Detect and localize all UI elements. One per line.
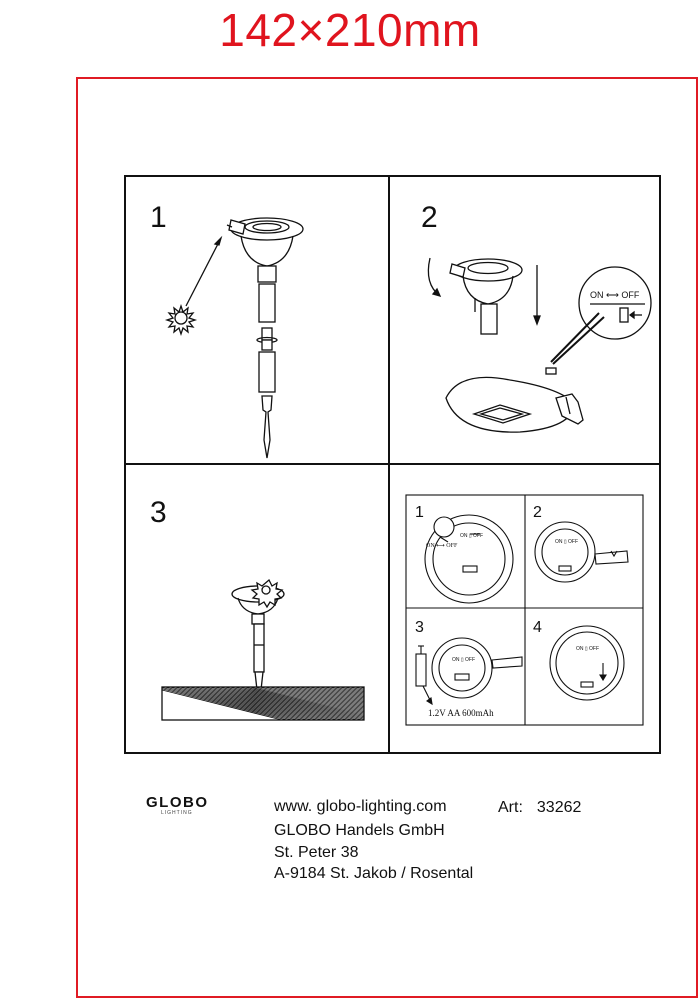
globo-logo-subtitle: LIGHTING [161, 810, 193, 816]
sub-step-4-number: 4 [533, 619, 542, 636]
sub-step-3-number: 3 [415, 619, 424, 636]
step-2-switch-callout-illustration [546, 267, 651, 374]
sub-2-illustration [535, 522, 628, 582]
sub-step-2-number: 2 [533, 504, 542, 521]
battery-instruction-panel [406, 495, 643, 725]
street-address: St. Peter 38 [274, 844, 359, 861]
step-1-solar-flower-illustration [167, 238, 221, 334]
article-number [498, 799, 581, 817]
step-2-number: 2 [421, 201, 438, 234]
sub-3-illustration [416, 638, 522, 704]
sub-4-illustration [550, 626, 624, 700]
mini-switch-label-1: ON ⟷ OFF [426, 543, 458, 549]
battery-caption: 1.2V AA 600mAh [428, 708, 494, 718]
mini-switch-label-3: ON ▯ OFF [555, 539, 579, 545]
page-size-label: 142×210mm [219, 4, 481, 56]
step-1-stake-parts-illustration [257, 284, 277, 458]
mini-switch-label-2: ON ▯ OFF [460, 533, 484, 539]
article-value: 33262 [536, 799, 582, 816]
step-2-head-underside-illustration [446, 377, 583, 432]
switch-label: ON ⟷ OFF [590, 290, 640, 300]
step-1-number: 1 [150, 201, 167, 234]
sub-step-1-number: 1 [415, 504, 424, 521]
mini-switch-label-4: ON ▯ OFF [452, 657, 476, 663]
step-3-number: 3 [150, 496, 167, 529]
article-label: Art: [498, 799, 523, 816]
mini-switch-label-5: ON ▯ OFF [576, 646, 600, 652]
city-address: A-9184 St. Jakob / Rosental [274, 865, 474, 882]
step-1-light-head-illustration [227, 218, 303, 282]
step-3-installed-light-illustration [232, 580, 284, 702]
globo-logo: GLOBO [146, 794, 209, 811]
sub-1-illustration [425, 515, 513, 603]
website-text: www. globo-lighting.com [274, 798, 447, 815]
step-2-light-head-illustration [428, 258, 540, 334]
company-name: GLOBO Handels GmbH [274, 822, 445, 839]
